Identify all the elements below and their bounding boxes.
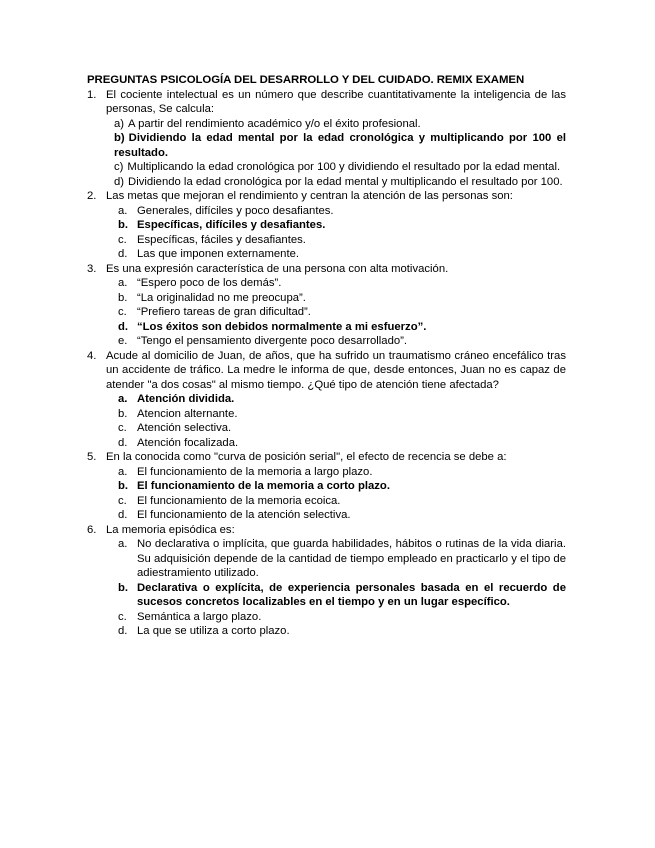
- option-text: Específicas, fáciles y desafiantes.: [137, 233, 306, 246]
- option-letter: e.: [118, 335, 128, 347]
- option-letter: c.: [118, 610, 127, 623]
- option: [106, 305, 566, 320]
- option-letter: c.: [118, 306, 127, 318]
- option-list: [106, 537, 566, 639]
- option-letter: a.: [118, 538, 128, 550]
- option-text: Semántica a largo plazo.: [137, 610, 262, 623]
- option-text: “Los éxitos son debidos normalmente a mi esfuerzo”.: [137, 320, 427, 333]
- option: [106, 247, 566, 262]
- question-number: 6.: [87, 523, 97, 536]
- option-text: El funcionamiento de la memoria ecoica.: [137, 494, 341, 507]
- option-text: Generales, difíciles y poco desafiantes.: [137, 204, 334, 217]
- option: [106, 175, 566, 190]
- option: [106, 276, 566, 291]
- option: [106, 204, 566, 219]
- option-letter: a.: [118, 393, 128, 405]
- option-letter: a.: [118, 277, 128, 289]
- option: [106, 624, 566, 639]
- option-list: [106, 117, 566, 190]
- option-letter: c.: [118, 422, 127, 434]
- option-letter: b.: [118, 291, 128, 304]
- question-text: En la conocida como "curva de posición serial", el efecto de recencia se debe a:: [106, 451, 507, 463]
- question-text: Acude al domicilio de Juan, de años, que ha sufrido un traumatismo cráneo encefálico tras un accidente de tráfico. La medre le informa de que, desde entonces, Juan no es capaz de atender "a dos cosas" al mismo tiempo. ¿Qué tipo de atención tiene afectada?: [106, 349, 566, 391]
- option-letter: d.: [118, 248, 128, 260]
- option: [106, 421, 566, 436]
- option-text: El funcionamiento de la memoria a largo plazo.: [137, 465, 373, 478]
- option-text: “Tengo el pensamiento divergente poco desarrollado”.: [137, 335, 408, 347]
- question-number: 3.: [87, 262, 97, 275]
- option-text: No declarativa o implícita, que guarda habilidades, hábitos o rutinas de la vida diaria. Su adquisición depende de la cantidad de tiempo empleado en practicarlo y el tipo de adiestramiento utilizado.: [137, 538, 566, 579]
- option-letter: d): [114, 175, 125, 188]
- option: [106, 508, 566, 523]
- option-text: Declarativa o explícita, de experiencia personales basada en el recuerdo de sucesos concretos localizables en el tiempo y en un lugar específico.: [137, 581, 566, 608]
- option-text: Dividiendo la edad mental por la edad cronológica y multiplicando por 100 el resultado.: [114, 132, 566, 159]
- option-correct: [106, 392, 566, 407]
- option-text: Específicas, difíciles y desafiantes.: [137, 219, 326, 231]
- option: [106, 117, 566, 132]
- option-text: Dividiendo la edad cronológica por la edad mental y multiplicando el resultado por 100.: [128, 175, 563, 188]
- option-letter: a.: [118, 465, 128, 478]
- option-letter: b.: [118, 407, 128, 420]
- option-text: A partir del rendimiento académico y/o el éxito profesional.: [128, 117, 421, 130]
- option: [106, 291, 566, 306]
- option: [106, 334, 566, 349]
- option: [106, 494, 566, 509]
- question-number: 5.: [87, 451, 97, 463]
- option-letter: d.: [118, 436, 128, 449]
- document-page: [87, 73, 566, 639]
- option-text: “Prefiero tareas de gran dificultad”.: [137, 306, 311, 318]
- option: [106, 465, 566, 480]
- option-correct: [106, 320, 566, 335]
- question-number: 4.: [87, 349, 97, 362]
- question-list: [87, 88, 566, 639]
- question-text: La memoria episódica es:: [106, 523, 235, 536]
- option-text: Atención focalizada.: [137, 436, 239, 449]
- option-letter: b): [114, 132, 125, 144]
- question-2: [87, 189, 566, 262]
- option-list: [106, 392, 566, 450]
- option-list: [106, 276, 566, 349]
- question-number: 2.: [87, 190, 97, 202]
- option-letter: c): [114, 161, 124, 173]
- question-3: [87, 262, 566, 349]
- question-text: Es una expresión característica de una persona con alta motivación.: [106, 262, 449, 275]
- option-letter: a): [114, 117, 125, 130]
- option: [106, 233, 566, 248]
- option: [106, 160, 566, 175]
- option-correct: [106, 131, 566, 160]
- option: [106, 436, 566, 451]
- option-text: “Espero poco de los demás”.: [137, 277, 282, 289]
- option-correct: [106, 479, 566, 494]
- option-letter: c.: [118, 233, 127, 246]
- option: [106, 537, 566, 581]
- option-correct: [106, 218, 566, 233]
- option-text: El funcionamiento de la atención selectiva.: [137, 509, 351, 521]
- question-4: [87, 349, 566, 451]
- option-letter: d.: [118, 625, 128, 637]
- option-letter: a.: [118, 204, 128, 217]
- option-text: El funcionamiento de la memoria a corto plazo.: [137, 480, 390, 492]
- option-text: Atencion alternante.: [137, 407, 238, 420]
- option-letter: b.: [118, 581, 129, 594]
- question-6: [87, 523, 566, 639]
- question-text: El cociente intelectual es un número que describe cuantitativamente la inteligencia de las personas, Se calcula:: [106, 88, 566, 115]
- option-letter: d.: [118, 509, 128, 521]
- option-text: La que se utiliza a corto plazo.: [137, 625, 290, 637]
- option-letter: b.: [118, 480, 129, 492]
- option-text: Atención dividida.: [137, 393, 235, 405]
- option-list: [106, 204, 566, 262]
- option-correct: [106, 581, 566, 610]
- question-1: [87, 88, 566, 190]
- question-text: Las metas que mejoran el rendimiento y centran la atención de las personas son:: [106, 190, 513, 202]
- option-text: Las que imponen externamente.: [137, 248, 300, 260]
- option: [106, 610, 566, 625]
- option-text: Atención selectiva.: [137, 422, 232, 434]
- option-list: [106, 465, 566, 523]
- question-number: 1.: [87, 88, 97, 101]
- option-letter: b.: [118, 219, 129, 231]
- document-title: PREGUNTAS PSICOLOGÍA DEL DESARROLLO Y DEL CUIDADO. REMIX EXAMEN: [87, 74, 525, 86]
- question-5: [87, 450, 566, 523]
- option-text: “La originalidad no me preocupa”.: [137, 291, 306, 304]
- option: [106, 407, 566, 422]
- option-text: Multiplicando la edad cronológica por 100 y dividiendo el resultado por la edad mental.: [127, 161, 561, 173]
- option-letter: d.: [118, 320, 129, 333]
- option-letter: c.: [118, 494, 127, 507]
